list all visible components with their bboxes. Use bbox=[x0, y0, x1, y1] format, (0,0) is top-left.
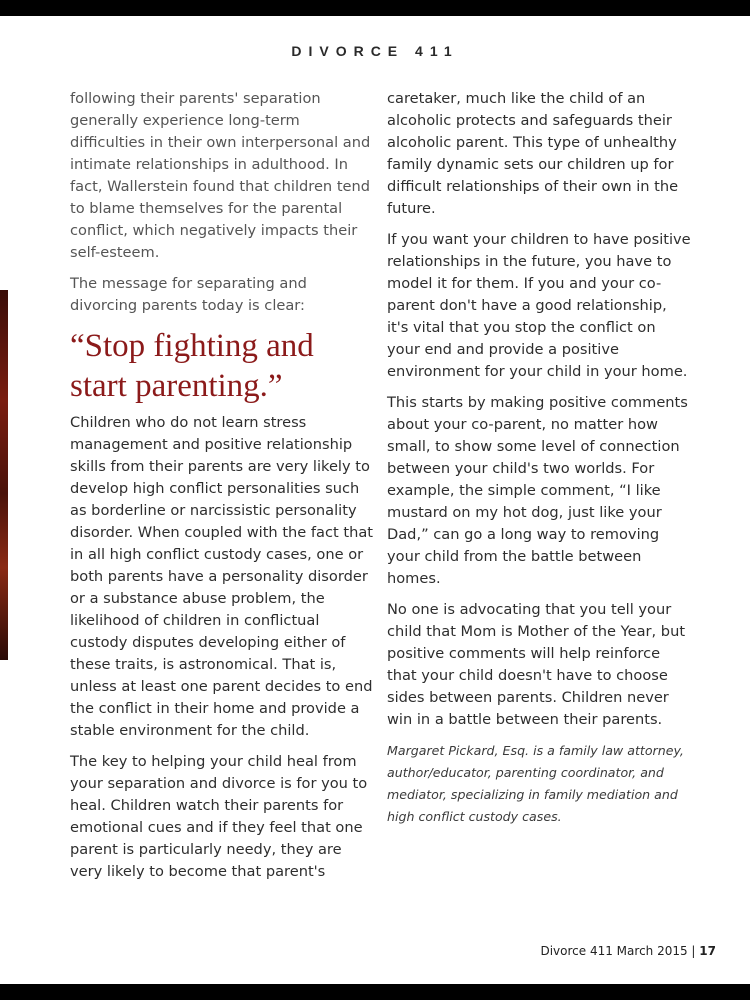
paragraph: If you want your children to have positive relationships in the future, you have to model it for them. If you and your co-parent don't have a good relationship, it's vital that you stop the conflict on your end and provide a positive environment for your child in your home. bbox=[387, 231, 691, 380]
paragraph: No one is advocating that you tell your child that Mom is Mother of the Year, but positive comments will help reinforce that your child doesn't have to choose sides between parents. Children never win in a battle between their parents. bbox=[387, 601, 686, 728]
issue-label: Divorce 411 March 2015 | bbox=[540, 944, 700, 958]
pull-quote: “Stop fighting and start parenting.” bbox=[70, 328, 314, 404]
side-photo-strip bbox=[0, 290, 8, 660]
paragraph: This starts by making positive comments about your co-parent, no matter how small, to show some level of connection between your child's two worlds. For example, the simple comment, “I like mustard on my hot dog, just like your Dad,” can go a long way to removing your child from the battle between homes. bbox=[387, 394, 688, 587]
paragraph: following their parents' separation generally experience long-term difficulties in their own interpersonal and intimate relationships in adulthood. In fact, Wallerstein found that children tend to blame themselves for the parental conflict, which negatively impacts their self-esteem. bbox=[70, 90, 371, 261]
paragraph: The message for separating and divorcing parents today is clear: bbox=[70, 275, 307, 314]
paragraph: The key to helping your child heal from your separation and divorce is for you to heal. Children watch their parents for emotional cues and if they feel that one parent is particularly needy, they are very likely to become that parent's bbox=[70, 753, 368, 880]
paragraph: Children who do not learn stress management and positive relationship skills from their parents are very likely to develop high conflict personalities such as borderline or narcissistic personality disorder. When coupled with the fact that in all high conflict custody cases, one or both parents have a personality disorder or a substance abuse problem, the likelihood of children in conflictual custody disputes developing either of these traits, is astronomical. That is, unless at least one parent decides to end the conflict in their home and provide a stable environment for the child. bbox=[70, 414, 374, 739]
page-footer bbox=[540, 944, 716, 958]
left-column bbox=[70, 88, 375, 892]
author-bio: Margaret Pickard, Esq. is a family law attorney, author/educator, parenting coordinator, and mediator, specializing in family mediation and high conflict custody cases. bbox=[387, 743, 684, 824]
right-column bbox=[387, 88, 692, 837]
page-header: DIVORCE 411 bbox=[291, 43, 459, 59]
paragraph: caretaker, much like the child of an alcoholic protects and safeguards their alcoholic parent. This type of unhealthy family dynamic sets our children up for difficult relationships of their own in the future. bbox=[387, 90, 679, 217]
page-number: 17 bbox=[699, 944, 716, 958]
magazine-page bbox=[0, 16, 750, 984]
